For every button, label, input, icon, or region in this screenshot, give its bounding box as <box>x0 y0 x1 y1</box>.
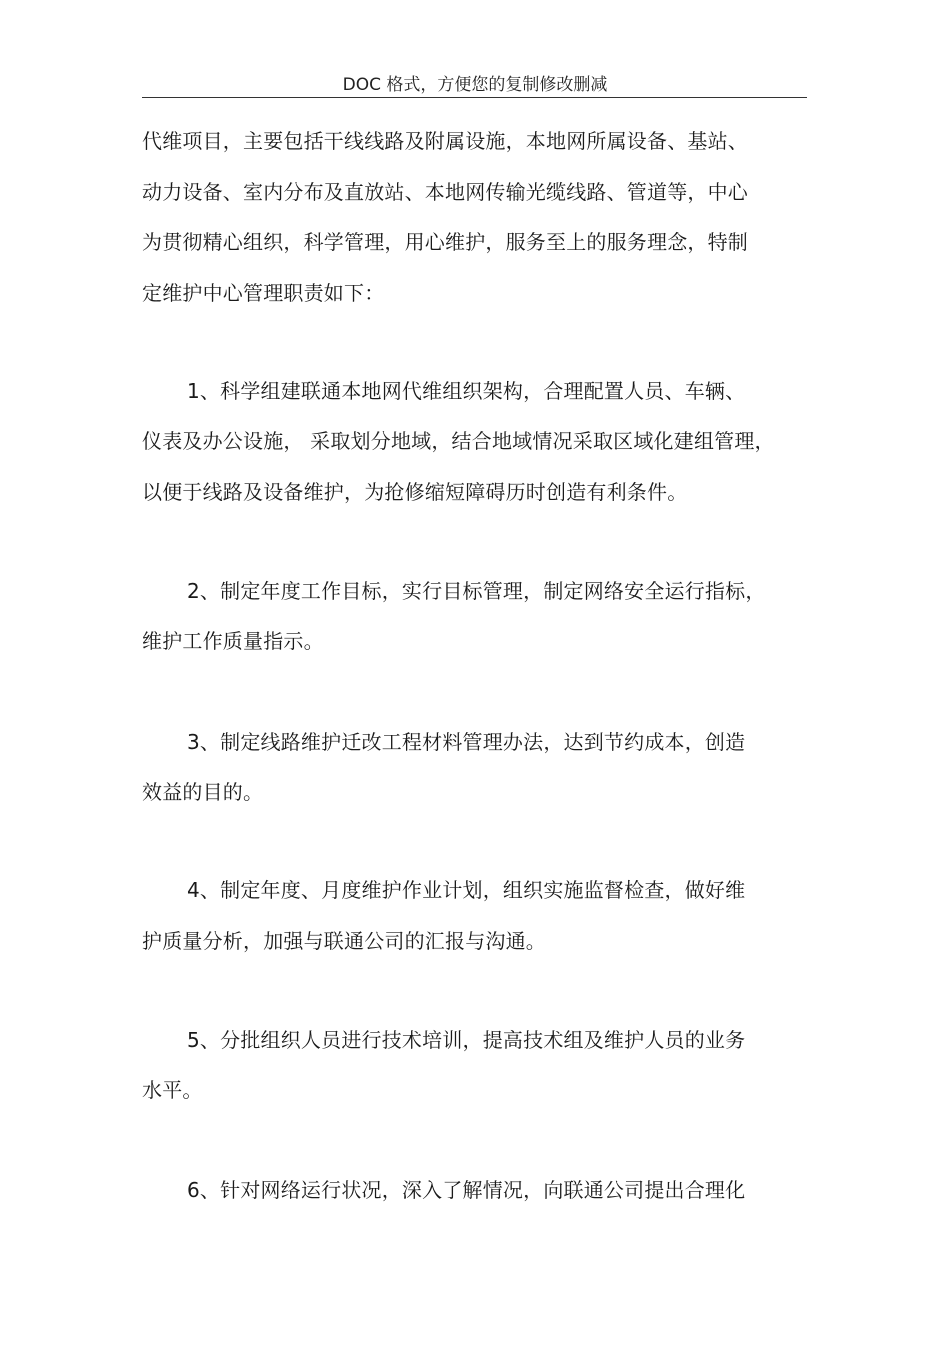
text-line: 5、分批组织人员进行技术培训，提高技术组及维护人员的业务 <box>187 1028 746 1052</box>
text-line: 为贯彻精心组织，科学管理，用心维护，服务至上的服务理念，特制 <box>142 230 748 254</box>
text-line: 以便于线路及设备维护，为抢修缩短障碍历时创造有利条件。 <box>142 480 688 504</box>
text-line: 2、制定年度工作目标，实行目标管理，制定网络安全运行指标， <box>187 579 766 603</box>
text-line: 护质量分析，加强与联通公司的汇报与沟通。 <box>142 929 546 953</box>
header-divider <box>142 97 807 98</box>
text-line: 4、制定年度、月度维护作业计划，组织实施监督检查，做好维 <box>187 878 746 902</box>
text-line: 维护工作质量指示。 <box>142 629 324 653</box>
page-header: DOC 格式，方便您的复制修改删减 <box>342 75 608 95</box>
text-line: 水平。 <box>142 1078 203 1102</box>
text-line: 动力设备、室内分布及直放站、本地网传输光缆线路、管道等，中心 <box>142 180 748 204</box>
text-line: 6、针对网络运行状况，深入了解情况，向联通公司提出合理化 <box>187 1178 746 1202</box>
text-line: 仪表及办公设施， 采取划分地域，结合地域情况采取区域化建组管理， <box>142 429 775 453</box>
text-line: 代维项目，主要包括干线线路及附属设施，本地网所属设备、基站、 <box>142 129 748 153</box>
text-line: 3、制定线路维护迁改工程材料管理办法，达到节约成本，创造 <box>187 730 746 754</box>
text-line: 定维护中心管理职责如下： <box>142 281 385 305</box>
text-line: 1、科学组建联通本地网代维组织架构，合理配置人员、车辆、 <box>187 379 746 403</box>
text-line: 效益的目的。 <box>142 780 264 804</box>
